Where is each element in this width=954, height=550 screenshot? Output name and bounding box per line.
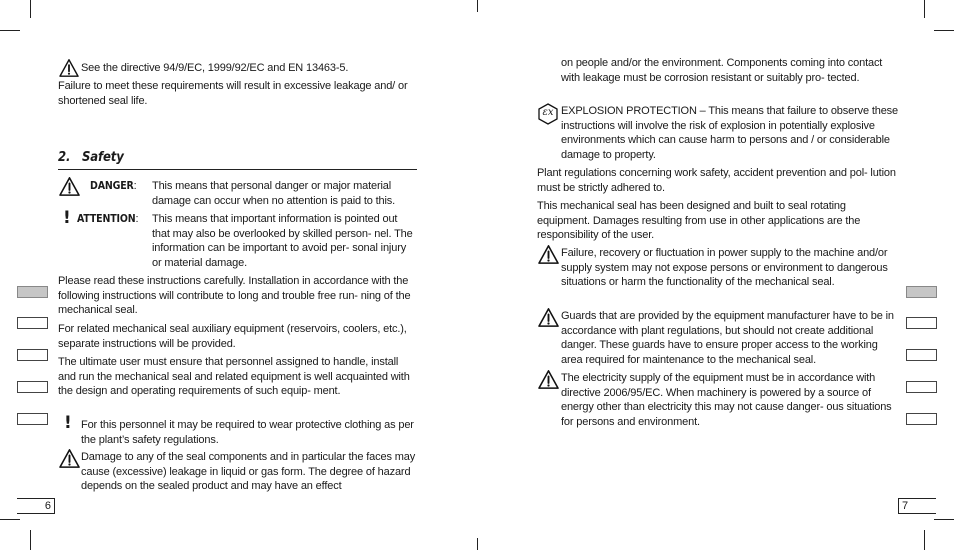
- warning-power-supply: Failure, recovery or fluctuation in power supply to the machine and/or supply system may not expose persons or environment to dangerous situations or harm the functionality of the mechanical seal.: [561, 247, 888, 289]
- section-tab: [17, 381, 48, 393]
- attention-text: This means that important information is pointed out that may also be overlooked by skilled person- nel. The information can be important to avoid per- sonal injury or material damage.: [152, 213, 413, 269]
- section-tab: [17, 413, 48, 425]
- ex-explosion-icon: [537, 103, 559, 125]
- explosion-protection-text: EXPLOSION PROTECTION – This means that failure to observe these instructions will involve the risk of explosion in potentially explosive environments which can cause harm to persons and / or considerable damage to property.: [561, 105, 898, 161]
- section-tab: [17, 349, 48, 361]
- note-seal-damage: Damage to any of the seal components and in particular the faces may cause (excessive) leakage in liquid or gas form. The degree of hazard depends on the sealed product and may have an effect: [81, 451, 416, 493]
- warning-triangle-icon: [59, 449, 80, 468]
- crop-mark: [0, 30, 20, 31]
- section-tab: [906, 286, 937, 298]
- exclamation-icon: !: [64, 413, 72, 433]
- crop-mark: [0, 519, 20, 520]
- directive-note: See the directive 94/9/EC, 1999/92/EC and EN 13463-5.: [81, 62, 349, 74]
- section-tab: [906, 349, 937, 361]
- crop-mark: [924, 530, 925, 550]
- section-tab: [906, 413, 937, 425]
- section-tab: [906, 381, 937, 393]
- page-number: 6: [44, 500, 51, 512]
- warning-triangle-icon: [59, 59, 79, 77]
- section-tab: [906, 317, 937, 329]
- warning-guards: Guards that are provided by the equipment manufacturer have to be in accordance with plant regulations, but should not create additional danger. These guards have to ensure proper access to the working area required for maintenance to the mechanical seal.: [561, 310, 894, 366]
- warning-triangle-icon: [538, 370, 559, 389]
- warning-electricity-supply: The electricity supply of the equipment must be in accordance with directive 2006/95/EC. When machinery is powered by a source of energy other than electricity this may not cause danger- ous situations for persons and environment.: [561, 372, 892, 428]
- section-tab: [17, 317, 48, 329]
- paragraph-plant-regulations: Plant regulations concerning work safety, accident prevention and pol- lution must be strictly adhered to.: [537, 167, 896, 194]
- page-number-box: [898, 498, 936, 514]
- note-protective-clothing: For this personnel it may be required to wear protective clothing as per the plant’s safety regulations.: [81, 419, 414, 446]
- crop-mark: [30, 530, 31, 550]
- warning-triangle-icon: [59, 177, 80, 196]
- continuation-text: on people and/or the environment. Components coming into contact with leakage must be corrosion resistant or suitably pro- tected.: [561, 57, 883, 84]
- danger-label: DANGER: [90, 180, 134, 192]
- paragraph-read-instructions: Please read these instructions carefully. Installation in accordance with the following instructions will contribute to long and trouble free run- ning of the mechanical seal.: [58, 275, 411, 317]
- page-number-box: [17, 498, 55, 514]
- paragraph-intended-use: This mechanical seal has been designed and built to seal rotating equipment. Damages resulting from use in other applications are the responsibility of the user.: [537, 200, 861, 242]
- warning-triangle-icon: [538, 308, 559, 327]
- paragraph-ultimate-user: The ultimate user must ensure that personnel assigned to handle, install and run the mechanical seal and related equipment is well acquainted with the design and operating requirements of such equip- ment.: [58, 356, 410, 398]
- exclamation-icon: !: [63, 208, 71, 228]
- section-rule: [58, 169, 417, 170]
- paragraph-auxiliary-equipment: For related mechanical seal auxiliary equipment (reservoirs, coolers, etc.), separate instructions will be provided.: [58, 323, 407, 350]
- attention-label: ATTENTION: [77, 213, 136, 225]
- crop-mark: [30, 0, 31, 18]
- warning-triangle-icon: [538, 245, 559, 264]
- crop-mark: [477, 538, 478, 550]
- crop-mark: [934, 30, 954, 31]
- danger-text: This means that personal danger or major material damage can occur when no attention is paid to this.: [152, 180, 396, 207]
- crop-mark: [477, 0, 478, 12]
- ex-symbol: εx: [542, 107, 554, 118]
- crop-mark: [924, 0, 925, 18]
- failure-note: Failure to meet these requirements will result in excessive leakage and/ or shortened seal life.: [58, 80, 408, 107]
- section-tab: [17, 286, 48, 298]
- page-number: 7: [902, 500, 909, 512]
- danger-label-line: DANGER:: [90, 180, 137, 192]
- attention-label-line: ATTENTION:: [77, 213, 139, 225]
- crop-mark: [934, 519, 954, 520]
- section-title: 2. Safety: [58, 150, 124, 165]
